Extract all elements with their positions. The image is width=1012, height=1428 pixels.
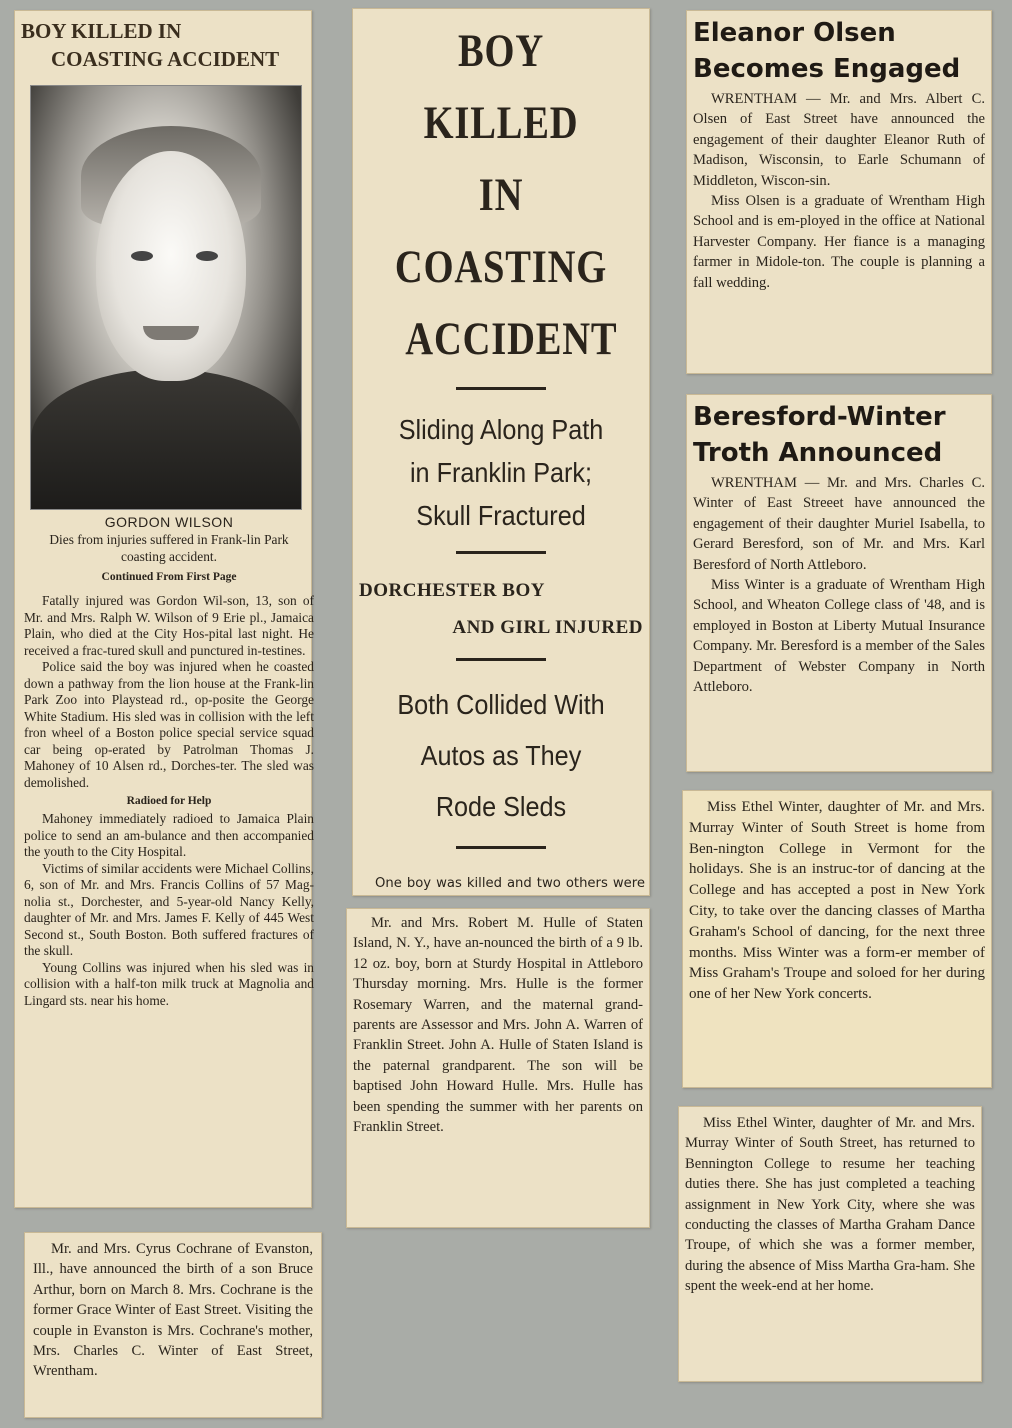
clip-f-paragraph-1: WRENTHAM — Mr. and Mrs. Charles C. Winter of East Streeet have announced the engagement of their daughter Muriel Isabella, to Gerard Beresford, son of Mr. and Mrs. Karl Beresford of North Attleboro. <box>693 475 985 573</box>
clip-e-headline <box>693 15 985 87</box>
clip-b-rule-4 <box>456 846 546 849</box>
clip-a-headline <box>21 17 311 73</box>
deck2-line2: AND GIRL INJURED <box>452 617 643 638</box>
clip-e-paragraph-2: Miss Olsen is a graduate of Wrentham High School and is em-ployed in the office at National Harvester Company. Her fiance is a managing farmer in Midole-ton. The couple is planning a fall wedding. <box>693 193 985 291</box>
clip-e-paragraph-1: WRENTHAM — Mr. and Mrs. Albert C. Olsen of East Street have announced the engagement of their daughter Eleanor Ruth of Madison, Wisconsin, to Earle Schumann of Middleton, Wiscon-sin. <box>693 91 985 189</box>
clip-b-deck-2 <box>357 572 645 646</box>
continued-label: Continued From First Page <box>101 571 237 583</box>
gordon-wilson-photo <box>30 85 302 510</box>
clip-beresford-winter <box>686 394 992 772</box>
clip-h-text: Miss Ethel Winter, daughter of Mr. and Mrs. Murray Winter of South Street, has returned to Bennington College to resume her teaching duties there. She has just completed a teaching assignment in New York City, where she was conducting the classes of Martha Graham Dance Troupe, of which she was a former member, during the absence of Miss Martha Gra-ham. She spent the week-end at her home. <box>685 1115 975 1295</box>
clip-f-paragraph-2: Miss Winter is a graduate of Wrentham High School, and Wheaton College class of '48, and is employed in Boston at Liberty Mutual Insurance Company. Mr. Beresford is a member of the Sales Department of Webster Company in North Attleboro. <box>693 577 985 696</box>
clip-a-paragraph-1: Fatally injured was Gordon Wil-son, 13, son of Mr. and Mrs. Ralph W. Wilson of 9 Erie pl., Jamaica Plain, who died at the City Hos-pital last night. He received a frac-tured skull and punctured in-testines. <box>24 593 314 658</box>
clip-e-headline-line1: Eleanor Olsen <box>693 18 896 48</box>
clip-a-headline-line1: BOY KILLED IN <box>21 19 182 43</box>
deck1-line2: in Franklin Park; <box>409 457 593 488</box>
photo-caption: Dies from injuries suffered in Frank-lin Park coasting accident. <box>49 532 289 564</box>
clip-f-headline-line2: Troth Announced <box>693 438 943 468</box>
clip-b-rule-2 <box>456 551 546 554</box>
deck1-line1: Sliding Along Path <box>398 414 604 445</box>
clip-coasting-headline <box>352 8 650 896</box>
photo-shoulders <box>31 369 301 509</box>
clip-a-headline-line2: COASTING ACCIDENT <box>51 47 280 71</box>
deck1-line3: Skull Fractured <box>416 500 586 531</box>
clip-b-deck-1 <box>371 408 630 537</box>
clip-b-headline-line2: IN COASTING <box>394 169 608 293</box>
clip-b-headline-line1: BOY KILLED <box>423 25 579 149</box>
clip-a-paragraph-5: Young Collins was injured when his sled was in collision with a half-ton milk truck at Magnolia and Lingard sts. near his home. <box>24 959 314 1008</box>
clip-a-body <box>24 514 314 1009</box>
clip-b-lead: One boy was killed and two others were <box>375 876 645 891</box>
clip-b-rule-3 <box>456 658 546 661</box>
clip-e-headline-line2: Becomes Engaged <box>693 54 961 84</box>
radioed-subhead: Radioed for Help <box>126 795 212 807</box>
clip-a-paragraph-2: Police said the boy was injured when he coasted down a pathway from the lion house at the Frank-lin Park Zoo into Playstead rd., op-posite the George White Stadium. His sled was in collision with the left fron wheel of a Boston police special service squad car being op-erated by Patrolman Thomas J. Mahoney of 10 Alsen rd., Dorches-ter. The sled was demolished. <box>24 659 314 790</box>
clip-a-paragraph-4: Victims of similar accidents were Michael Collins, 6, son of Mr. and Mrs. Francis Collins of 57 Mag-nolia st., Dorchester, and 5-year-old Nancy Kelly, daughter of Mr. and Mrs. James F. Kelly of 445 West Second st., South Boston. Both suffered fractures of the skull. <box>24 860 314 958</box>
clip-hulle-birth <box>346 908 650 1228</box>
clip-olsen-engaged <box>686 10 992 374</box>
deck2-line1: DORCHESTER BOY <box>359 580 545 601</box>
clip-a-paragraph-3: Mahoney immediately radioed to Jamaica Plain police to send an am-bulance and then accompanied the youth to the City Hospital. <box>24 811 314 859</box>
deck3-line3: Rode Sleds <box>435 791 567 822</box>
photo-face <box>96 151 246 381</box>
deck3-line2: Autos as They <box>420 740 582 771</box>
photo-name-caption: GORDON WILSON <box>104 514 234 530</box>
clip-f-headline <box>693 399 985 471</box>
clip-ethel-winter-holidays <box>682 790 992 1088</box>
clip-f-headline-line1: Beresford-Winter <box>693 402 946 432</box>
photo-eye-right <box>196 251 218 261</box>
clip-d-text: Mr. and Mrs. Cyrus Cochrane of Evanston, Ill., have announced the birth of a son Bruce Arthur, born on March 8. Mrs. Cochrane is the former Grace Winter of East Street. Visiting the couple in Evanston is Mrs. Cochrane's mother, Mrs. Charles C. Winter of East Street, Wrentham. <box>33 1241 313 1380</box>
clip-ethel-winter-returned <box>678 1106 982 1382</box>
clip-g-text: Miss Ethel Winter, daughter of Mr. and Mrs. Murray Winter of South Street is home from Ben-nington College in Vermont for the holidays. She is an instruc-tor of dancing at the College and has accepted a post in New York City, to take over the dancing classes of Martha Graham's School of dancing, for the next three months. Miss Winter was a form-er member of Miss Graham's Troupe and soloed for her during one of her New York concerts. <box>689 799 985 1003</box>
deck3-line1: Both Collided With <box>397 689 605 720</box>
clip-b-rule-1 <box>456 387 546 390</box>
photo-eye-left <box>131 251 153 261</box>
clip-c-text: Mr. and Mrs. Robert M. Hulle of Staten Island, N. Y., have an-nounced the birth of a 9 lb. 12 oz. boy, born at Sturdy Hospital in Attleboro Thursday morning. Mrs. Hulle is the former Rosemary Warren, and the maternal grand-parents are Assessor and Mrs. John A. Warren of Franklin Street. John A. Hulle of Staten Island is the paternal grandparent. The son will be baptised John Howard Hulle. Mrs. Hulle has been spending the summer with her parents on Franklin Street. <box>353 915 643 1136</box>
clip-cochrane-birth <box>24 1232 322 1418</box>
photo-mouth <box>143 326 199 340</box>
clip-b-headline <box>383 15 619 375</box>
clip-b-deck-3 <box>371 679 630 832</box>
clip-b-headline-line3: ACCIDENT <box>405 313 618 365</box>
